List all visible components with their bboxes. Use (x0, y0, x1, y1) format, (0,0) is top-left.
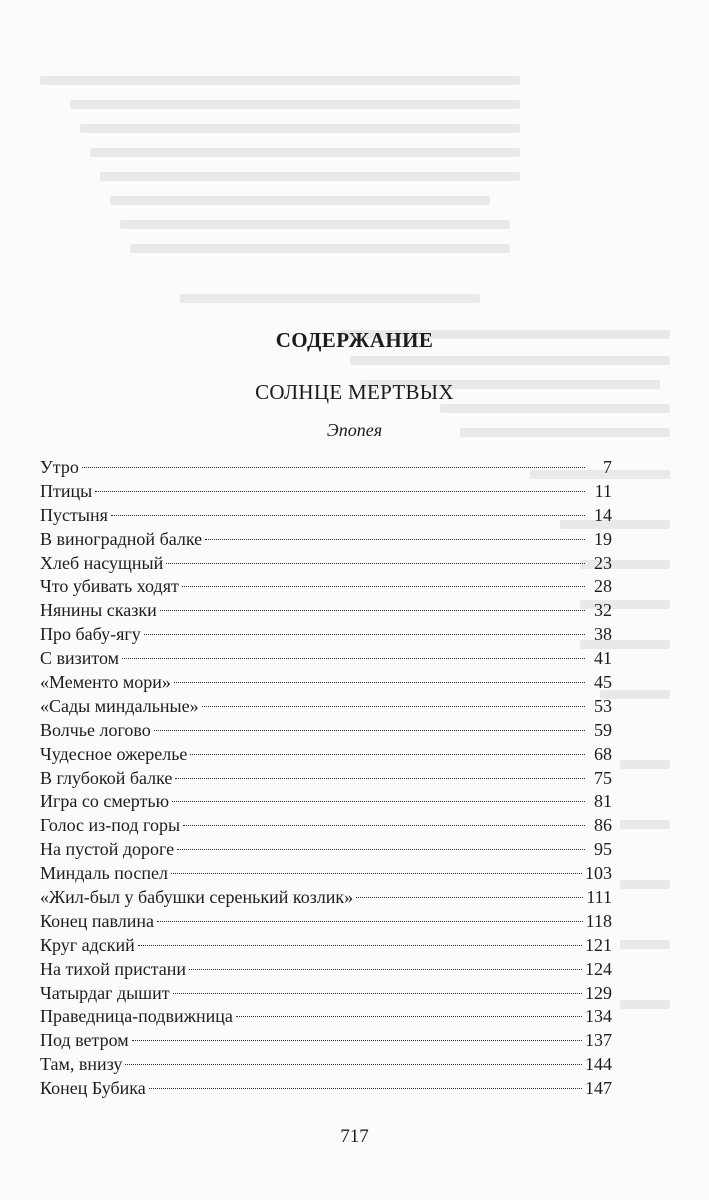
toc-entry-title: С визитом (40, 648, 120, 669)
toc-entry-title: Утро (40, 457, 79, 477)
toc-entry (40, 958, 612, 982)
toc-entry-title: Пустыня (40, 504, 108, 525)
toc-entry-title: Круг адский (40, 934, 135, 955)
toc-entry (40, 982, 612, 1006)
toc-entry-page: 32 (594, 600, 612, 621)
toc-entry (40, 838, 612, 862)
toc-entry-title: Нянины сказки (40, 600, 157, 621)
toc-entry (40, 790, 612, 814)
toc-entry (40, 647, 612, 671)
dot-leader (202, 706, 585, 707)
toc-entry-title: Хлеб насущный (40, 552, 164, 573)
toc-entry (40, 1029, 612, 1053)
dot-leader (205, 539, 585, 540)
toc-entry (40, 695, 612, 719)
dot-leader (175, 778, 585, 779)
toc-entry (40, 480, 612, 504)
toc-entry-page: 11 (594, 480, 612, 501)
toc-entry-page: 121 (585, 934, 612, 955)
dot-leader (177, 849, 585, 850)
dot-leader (166, 563, 585, 564)
toc-entry-title: Миндаль поспел (40, 863, 168, 884)
toc-entry-page: 147 (585, 1078, 612, 1099)
toc-entry-page: 95 (594, 839, 612, 860)
toc-entry-page: 7 (603, 457, 612, 477)
toc-entry-page: 45 (594, 672, 612, 693)
toc-entry (40, 862, 612, 886)
toc-entry-title: Про бабу-ягу (40, 624, 141, 645)
toc-entry-title: Под ветром (40, 1030, 129, 1051)
toc-entry-title: На пустой дороге (40, 839, 175, 860)
toc-entry (40, 814, 612, 838)
dot-leader (182, 586, 585, 587)
toc-entry-page: 41 (594, 648, 612, 669)
toc-entry-page: 53 (594, 695, 612, 716)
toc-entry (40, 1077, 612, 1101)
toc-entry-title: Игра со смертью (40, 791, 170, 812)
toc-entry-title: В виноградной балке (40, 528, 203, 549)
section-subtitle: Эпопея (326, 420, 383, 440)
dot-leader (157, 921, 583, 922)
toc-entry (40, 456, 612, 480)
toc-entry (40, 910, 612, 934)
toc-entry-page: 86 (594, 815, 612, 836)
toc-entry-page: 124 (585, 958, 612, 979)
toc-entry (40, 1005, 612, 1029)
section-heading: СОЛНЦЕ МЕРТВЫХ (255, 380, 454, 404)
dot-leader (171, 873, 582, 874)
page-number: 717 (340, 1126, 369, 1147)
dot-leader (125, 1064, 582, 1065)
toc-entry-page: 75 (594, 767, 612, 788)
toc-entry-page: 23 (594, 552, 612, 573)
toc-entry (40, 504, 612, 528)
toc-entry (40, 575, 612, 599)
toc-entry-page: 28 (594, 576, 612, 597)
toc-entry-title: Чудесное ожерелье (40, 743, 188, 764)
toc-entry-title: «Жил-был у бабушки серенький козлик» (40, 887, 354, 908)
toc-entry-title: Чатырдаг дышит (40, 982, 170, 1003)
toc-entry-page: 118 (585, 910, 612, 931)
dot-leader (236, 1016, 582, 1017)
toc-entry-title: На тихой пристани (40, 958, 187, 979)
toc-entry-title: «Мементо мори» (40, 672, 171, 693)
toc-entry-title: В глубокой балке (40, 767, 173, 788)
toc-entry-page: 111 (586, 887, 612, 908)
toc-entry (40, 743, 612, 767)
toc-entry-title: Что убивать ходят (40, 576, 179, 597)
toc-entry-page: 134 (585, 1006, 612, 1027)
toc-entry-page: 68 (594, 743, 612, 764)
toc-entry (40, 719, 612, 743)
toc-entry-page: 137 (585, 1030, 612, 1051)
toc-entry-title: Конец Бубика (40, 1078, 146, 1099)
toc-entry (40, 599, 612, 623)
dot-leader (189, 969, 582, 970)
dot-leader (111, 515, 585, 516)
dot-leader (190, 754, 585, 755)
toc-entry-page: 144 (585, 1054, 612, 1075)
toc-entry-page: 38 (594, 624, 612, 645)
toc-entry (40, 552, 612, 576)
toc-entry-page: 103 (585, 863, 612, 884)
toc-entry-title: Конец павлина (40, 910, 154, 931)
dot-leader (174, 682, 585, 683)
dot-leader (149, 1088, 582, 1089)
dot-leader (356, 897, 583, 898)
toc-entry (40, 934, 612, 958)
toc-entry (40, 767, 612, 791)
toc-entry-page: 129 (585, 982, 612, 1003)
dot-leader (173, 993, 582, 994)
toc-entry (40, 671, 612, 695)
dot-leader (154, 730, 585, 731)
dot-leader (172, 801, 585, 802)
toc-entry (40, 528, 612, 552)
toc-entry-title: Там, внизу (40, 1054, 123, 1075)
toc-entry-title: Голос из-под горы (40, 815, 181, 836)
dot-leader (95, 491, 585, 492)
dot-leader (82, 467, 585, 468)
dot-leader (160, 610, 585, 611)
toc-entry-title: Птицы (40, 480, 93, 501)
toc-list (40, 456, 612, 1101)
toc-entry (40, 1053, 612, 1077)
toc-entry-title: «Сады миндальные» (40, 695, 199, 716)
toc-entry-page: 81 (594, 791, 612, 812)
toc-entry-title: Волчье логово (40, 719, 151, 740)
toc-entry-page: 14 (594, 504, 612, 525)
contents-heading: СОДЕРЖАНИЕ (275, 328, 434, 352)
toc-entry-page: 19 (594, 528, 612, 549)
toc-entry (40, 886, 612, 910)
dot-leader (122, 658, 585, 659)
dot-leader (132, 1040, 582, 1041)
toc-entry-page: 59 (594, 719, 612, 740)
toc-entry (40, 623, 612, 647)
toc-entry-title: Праведница-подвижница (40, 1006, 233, 1027)
dot-leader (138, 945, 582, 946)
dot-leader (144, 634, 585, 635)
dot-leader (183, 825, 585, 826)
